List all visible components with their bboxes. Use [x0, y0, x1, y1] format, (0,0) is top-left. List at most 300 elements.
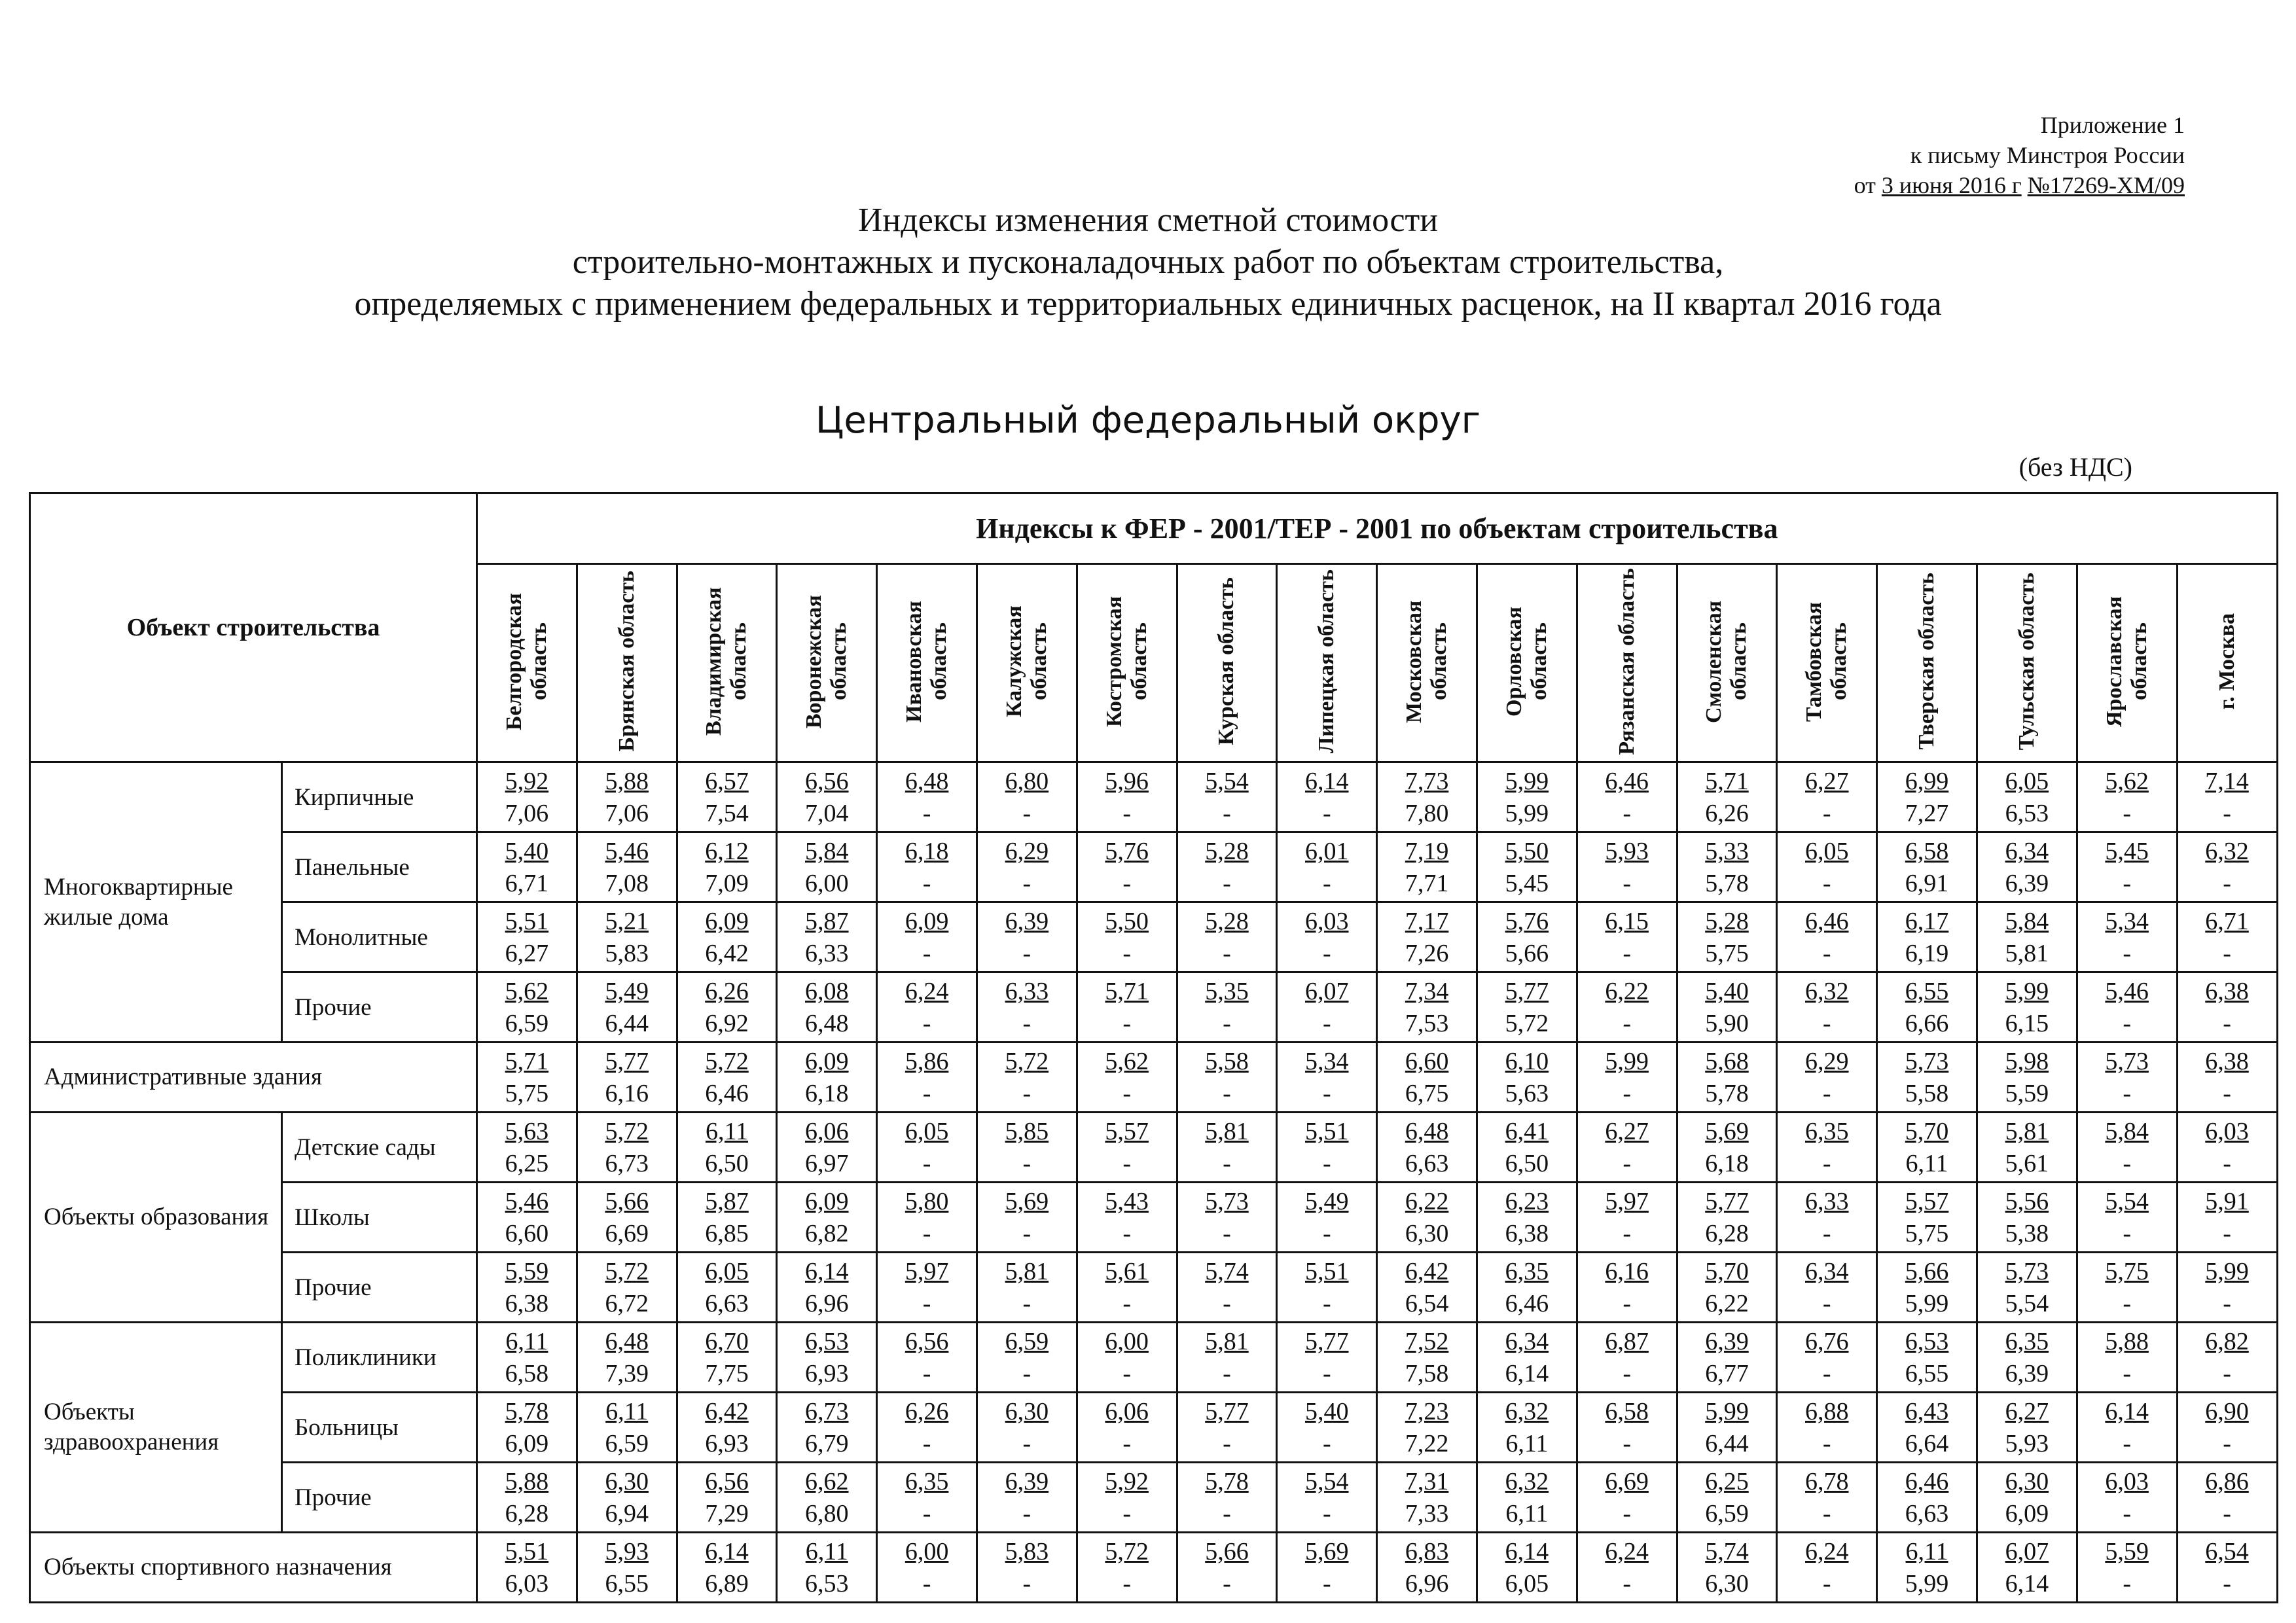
- index-cell: [1777, 1043, 1877, 1113]
- index-cell: [2077, 1183, 2177, 1253]
- index-cell: [1877, 902, 1977, 972]
- fer-index-value: 6,88: [1805, 1398, 1849, 1425]
- ter-index-value: -: [1022, 1430, 1031, 1457]
- ter-index-value: 6,63: [1405, 1150, 1449, 1177]
- object-subtype: Монолитные: [282, 902, 477, 972]
- object-subtype: Кирпичные: [282, 762, 477, 832]
- index-cell: [1477, 1393, 1577, 1463]
- region-header: [977, 564, 1077, 762]
- fer-index-value: 5,51: [1305, 1118, 1349, 1145]
- ter-index-value: -: [2223, 1080, 2231, 1107]
- ter-index-value: 5,72: [1505, 1010, 1549, 1037]
- fer-index-value: 6,60: [1405, 1048, 1449, 1075]
- ter-index-value: -: [2123, 1010, 2131, 1037]
- ter-index-value: -: [1322, 1150, 1331, 1177]
- ter-index-value: 6,44: [1705, 1430, 1749, 1457]
- ter-index-value: -: [1122, 870, 1131, 897]
- index-cell: [677, 902, 777, 972]
- ter-index-value: -: [1022, 870, 1031, 897]
- ter-index-value: -: [1223, 1430, 1231, 1457]
- ter-index-value: 6,14: [1505, 1360, 1549, 1387]
- index-cell: [877, 1113, 977, 1183]
- ter-index-value: -: [2223, 800, 2231, 827]
- fer-index-value: 5,77: [1705, 1188, 1749, 1215]
- ter-index-value: -: [1623, 1080, 1631, 1107]
- fer-index-value: 5,33: [1705, 838, 1749, 865]
- fer-index-value: 6,09: [805, 1048, 849, 1075]
- ter-index-value: 6,46: [705, 1080, 749, 1107]
- fer-index-value: 6,80: [1005, 768, 1049, 795]
- ter-index-value: -: [922, 1500, 931, 1527]
- index-cell: [1877, 1253, 1977, 1323]
- index-cell: [1477, 832, 1577, 902]
- index-cell: [1677, 1393, 1777, 1463]
- object-subtype: Панельные: [282, 832, 477, 902]
- region-name: Брянская область: [614, 571, 639, 752]
- fer-index-value: 6,11: [805, 1538, 848, 1565]
- fer-index-value: 5,84: [805, 838, 849, 865]
- ter-index-value: 6,93: [805, 1360, 849, 1387]
- ter-index-value: 6,73: [605, 1150, 649, 1177]
- ter-index-value: 6,54: [1405, 1290, 1449, 1317]
- index-cell: [1377, 972, 1477, 1043]
- ter-index-value: -: [2223, 1430, 2231, 1457]
- ter-index-value: 5,58: [1905, 1080, 1949, 1107]
- index-cell: [1277, 1533, 1377, 1603]
- index-cell: [877, 1393, 977, 1463]
- index-cell: [2077, 832, 2177, 902]
- index-cell: [1277, 1043, 1377, 1113]
- ter-index-value: 6,64: [1905, 1430, 1949, 1457]
- fer-index-value: 6,34: [1505, 1328, 1549, 1355]
- index-cell: [2177, 1323, 2277, 1393]
- ter-index-value: -: [1122, 1430, 1131, 1457]
- fer-index-value: 6,11: [705, 1118, 749, 1145]
- ter-index-value: -: [1322, 1220, 1331, 1247]
- index-cell: [1177, 832, 1277, 902]
- index-cell: [877, 1043, 977, 1113]
- index-cell: [1377, 902, 1477, 972]
- index-cell: [577, 1043, 677, 1113]
- index-cell: [477, 832, 577, 902]
- fer-index-value: 5,34: [1305, 1048, 1349, 1075]
- ter-index-value: -: [1322, 1430, 1331, 1457]
- index-cell: [2077, 1043, 2177, 1113]
- fer-index-value: 6,14: [1305, 768, 1349, 795]
- index-cell: [1377, 1183, 1477, 1253]
- fer-index-value: 6,46: [1905, 1468, 1949, 1495]
- region-header: [2077, 564, 2177, 762]
- fer-index-value: 5,77: [1505, 978, 1549, 1005]
- ter-index-value: -: [1322, 1290, 1331, 1317]
- fer-index-value: 5,49: [1305, 1188, 1349, 1215]
- ter-index-value: 5,81: [2005, 940, 2049, 967]
- ter-index-value: 7,04: [805, 800, 849, 827]
- fer-index-value: 5,99: [1505, 768, 1549, 795]
- index-cell: [877, 1253, 977, 1323]
- fer-index-value: 5,62: [2105, 768, 2149, 795]
- index-cell: [477, 1533, 577, 1603]
- object-group-name: Административные здания: [30, 1043, 477, 1113]
- index-cell: [1777, 1323, 1877, 1393]
- ter-index-value: -: [1122, 1500, 1131, 1527]
- index-cell: [777, 1463, 877, 1533]
- fer-index-value: 6,56: [905, 1328, 949, 1355]
- ter-index-value: 6,91: [1905, 870, 1949, 897]
- index-cell: [2177, 1463, 2277, 1533]
- ter-index-value: 6,50: [705, 1150, 749, 1177]
- fer-index-value: 6,46: [1805, 908, 1849, 935]
- ter-index-value: -: [922, 940, 931, 967]
- index-cell: [677, 1323, 777, 1393]
- index-cell: [1277, 832, 1377, 902]
- fer-index-value: 6,43: [1905, 1398, 1949, 1425]
- fer-index-value: 6,09: [905, 908, 949, 935]
- fer-index-value: 6,39: [1705, 1328, 1749, 1355]
- fer-index-value: 5,54: [1205, 768, 1249, 795]
- index-cell: [2077, 972, 2177, 1043]
- index-cell: [1777, 972, 1877, 1043]
- index-cell: [977, 1183, 1077, 1253]
- fer-index-value: 6,26: [905, 1398, 949, 1425]
- region-name: Калужская область: [1001, 605, 1051, 717]
- index-cell: [2077, 1463, 2177, 1533]
- ter-index-value: -: [1022, 1570, 1031, 1597]
- index-cell: [1977, 1463, 2077, 1533]
- index-cell: [1777, 1393, 1877, 1463]
- fer-index-value: 5,40: [1705, 978, 1749, 1005]
- index-cell: [877, 902, 977, 972]
- index-cell: [1577, 1393, 1677, 1463]
- fer-index-value: 7,73: [1405, 768, 1449, 795]
- ter-index-value: -: [1122, 1360, 1131, 1387]
- region-name: Рязанская область: [1614, 567, 1639, 755]
- index-cell: [1377, 832, 1477, 902]
- ter-index-value: 6,93: [705, 1430, 749, 1457]
- index-cell: [2177, 1043, 2277, 1113]
- ter-index-value: 7,58: [1405, 1360, 1449, 1387]
- fer-index-value: 6,03: [2205, 1118, 2249, 1145]
- ter-index-value: 6,63: [1905, 1500, 1949, 1527]
- ter-index-value: 5,61: [2005, 1150, 2049, 1177]
- index-cell: [2077, 1323, 2177, 1393]
- ter-index-value: -: [1822, 800, 1831, 827]
- index-cell: [1277, 1393, 1377, 1463]
- ter-index-value: 6,60: [505, 1220, 549, 1247]
- fer-index-value: 5,46: [605, 838, 649, 865]
- fer-index-value: 5,77: [1305, 1328, 1349, 1355]
- fer-index-value: 5,56: [2005, 1188, 2049, 1215]
- index-cell: [1177, 1043, 1277, 1113]
- fer-index-value: 6,69: [1605, 1468, 1649, 1495]
- ter-index-value: -: [1022, 1010, 1031, 1037]
- ter-index-value: -: [1122, 1150, 1131, 1177]
- ter-index-value: -: [1822, 1430, 1831, 1457]
- fer-index-value: 5,50: [1505, 838, 1549, 865]
- index-cell: [477, 1183, 577, 1253]
- index-cell: [477, 1113, 577, 1183]
- ter-index-value: 7,06: [605, 800, 649, 827]
- fer-index-value: 6,24: [1605, 1538, 1649, 1565]
- fer-index-value: 6,03: [2105, 1468, 2149, 1495]
- fer-index-value: 5,97: [1605, 1188, 1649, 1215]
- index-cell: [1977, 1183, 2077, 1253]
- index-cell: [1777, 762, 1877, 832]
- index-cell: [777, 1393, 877, 1463]
- fer-index-value: 5,92: [505, 768, 549, 795]
- index-cell: [677, 1393, 777, 1463]
- ter-index-value: -: [2123, 1570, 2131, 1597]
- ter-index-value: -: [922, 1430, 931, 1457]
- region-name: Ивановская область: [902, 600, 952, 722]
- region-header: [1477, 564, 1577, 762]
- fer-index-value: 5,62: [505, 978, 549, 1005]
- fer-index-value: 6,30: [2005, 1468, 2049, 1495]
- index-cell: [1877, 1533, 1977, 1603]
- index-cell: [1977, 1253, 2077, 1323]
- table-row: [30, 762, 2278, 832]
- fer-index-value: 5,66: [605, 1188, 649, 1215]
- fer-index-value: 6,27: [2005, 1398, 2049, 1425]
- fer-index-value: 5,88: [2105, 1328, 2149, 1355]
- appendix-line2: к письму Минстроя России: [1910, 142, 2185, 168]
- fer-index-value: 6,57: [705, 768, 749, 795]
- index-cell: [1577, 902, 1677, 972]
- region-name: Тульская область: [2014, 572, 2039, 751]
- index-cell: [1877, 1183, 1977, 1253]
- ter-index-value: -: [1022, 1360, 1031, 1387]
- fer-index-value: 6,00: [905, 1538, 949, 1565]
- index-cell: [1577, 832, 1677, 902]
- index-cell: [1977, 1323, 2077, 1393]
- index-cell: [977, 1253, 1077, 1323]
- ter-index-value: -: [1822, 1150, 1831, 1177]
- fer-index-value: 5,87: [805, 908, 849, 935]
- fer-index-value: 6,33: [1805, 1188, 1849, 1215]
- fer-index-value: 5,73: [2105, 1048, 2149, 1075]
- ter-index-value: -: [1022, 1080, 1031, 1107]
- fer-index-value: 5,72: [605, 1258, 649, 1285]
- fer-index-value: 5,35: [1205, 978, 1249, 1005]
- fer-index-value: 6,56: [805, 768, 849, 795]
- ter-index-value: 5,93: [2005, 1430, 2049, 1457]
- fer-index-value: 5,43: [1105, 1188, 1149, 1215]
- fer-index-value: 6,26: [705, 978, 749, 1005]
- fer-index-value: 5,28: [1205, 838, 1249, 865]
- fer-index-value: 5,61: [1105, 1258, 1149, 1285]
- ter-index-value: -: [1623, 870, 1631, 897]
- index-cell: [677, 1253, 777, 1323]
- object-subtype: Прочие: [282, 1463, 477, 1533]
- ter-index-value: -: [1223, 1080, 1231, 1107]
- fer-index-value: 6,14: [2105, 1398, 2149, 1425]
- fer-index-value: 5,58: [1205, 1048, 1249, 1075]
- table-row: [30, 1323, 2278, 1393]
- fer-index-value: 6,30: [605, 1468, 649, 1495]
- index-cell: [1677, 972, 1777, 1043]
- ter-index-value: 6,33: [805, 940, 849, 967]
- fer-index-value: 5,57: [1105, 1118, 1149, 1145]
- ter-index-value: 7,71: [1405, 870, 1449, 897]
- vat-note: (без НДС): [2018, 452, 2132, 482]
- ter-index-value: 6,22: [1705, 1290, 1749, 1317]
- ter-index-value: -: [2223, 1290, 2231, 1317]
- index-cell: [977, 972, 1077, 1043]
- index-cell: [677, 1533, 777, 1603]
- title-line: определяемых с применением федеральных и территориальных единичных расценок, на II квартал 2016 года: [354, 285, 1942, 323]
- ter-index-value: -: [1122, 940, 1131, 967]
- ter-index-value: 7,33: [1405, 1500, 1449, 1527]
- district-heading: Центральный федеральный округ: [815, 399, 1481, 442]
- index-cell: [677, 972, 777, 1043]
- fer-index-value: 6,10: [1505, 1048, 1549, 1075]
- fer-index-value: 5,72: [1105, 1538, 1149, 1565]
- fer-index-value: 6,27: [1805, 768, 1849, 795]
- index-cell: [1377, 1463, 1477, 1533]
- index-cell: [2177, 1393, 2277, 1463]
- ter-index-value: 7,27: [1905, 800, 1949, 827]
- ter-index-value: 6,92: [705, 1010, 749, 1037]
- fer-index-value: 5,97: [905, 1258, 949, 1285]
- ter-index-value: 6,59: [505, 1010, 549, 1037]
- index-cell: [1777, 1253, 1877, 1323]
- ter-index-value: 6,16: [605, 1080, 649, 1107]
- ter-index-value: -: [2223, 940, 2231, 967]
- fer-index-value: 5,72: [705, 1048, 749, 1075]
- index-cell: [1977, 1393, 2077, 1463]
- ter-index-value: -: [1022, 1150, 1031, 1177]
- fer-index-value: 5,84: [2005, 908, 2049, 935]
- appendix-block: [1687, 110, 2185, 200]
- ter-index-value: -: [1322, 1570, 1331, 1597]
- ter-index-value: -: [1822, 1080, 1831, 1107]
- index-cell: [2177, 1253, 2277, 1323]
- fer-index-value: 6,53: [1905, 1328, 1949, 1355]
- ter-index-value: 6,82: [805, 1220, 849, 1247]
- index-cell: [777, 902, 877, 972]
- index-cell: [1377, 1043, 1477, 1113]
- index-cell: [1277, 1113, 1377, 1183]
- index-cell: [577, 1183, 677, 1253]
- fer-index-value: 6,82: [2205, 1328, 2249, 1355]
- ter-index-value: 6,77: [1705, 1360, 1749, 1387]
- fer-index-value: 6,32: [1505, 1398, 1549, 1425]
- ter-index-value: 6,97: [805, 1150, 849, 1177]
- index-cell: [777, 1183, 877, 1253]
- fer-index-value: 6,62: [805, 1468, 849, 1495]
- fer-index-value: 6,06: [805, 1118, 849, 1145]
- fer-index-value: 6,29: [1805, 1048, 1849, 1075]
- index-cell: [1377, 1323, 1477, 1393]
- region-header: [1177, 564, 1277, 762]
- fer-index-value: 6,33: [1005, 978, 1049, 1005]
- appendix-ref: [1687, 170, 2185, 200]
- ter-index-value: 6,80: [805, 1500, 849, 1527]
- ter-index-value: 6,28: [505, 1500, 549, 1527]
- ter-index-value: -: [1122, 1570, 1131, 1597]
- fer-index-value: 5,28: [1205, 908, 1249, 935]
- ter-index-value: -: [1822, 1570, 1831, 1597]
- table-row: [30, 1253, 2278, 1323]
- ter-index-value: -: [1322, 1360, 1331, 1387]
- index-cell: [577, 1393, 677, 1463]
- index-cell: [577, 1253, 677, 1323]
- fer-index-value: 5,49: [605, 978, 649, 1005]
- index-cell: [1977, 902, 2077, 972]
- ter-index-value: 7,75: [705, 1360, 749, 1387]
- fer-index-value: 6,03: [1305, 908, 1349, 935]
- fer-index-value: 6,16: [1605, 1258, 1649, 1285]
- index-cell: [2077, 1533, 2177, 1603]
- ter-index-value: -: [2123, 1430, 2131, 1457]
- ter-index-value: -: [2123, 1360, 2131, 1387]
- fer-index-value: 5,81: [1205, 1118, 1249, 1145]
- index-cell: [1077, 1533, 1177, 1603]
- index-cell: [877, 972, 977, 1043]
- fer-index-value: 5,62: [1105, 1048, 1149, 1075]
- ter-index-value: 7,39: [605, 1360, 649, 1387]
- ter-index-value: -: [1223, 1570, 1231, 1597]
- index-cell: [777, 1113, 877, 1183]
- ter-index-value: -: [1122, 1010, 1131, 1037]
- index-cell: [1977, 762, 2077, 832]
- index-cell: [1077, 972, 1177, 1043]
- fer-index-value: 6,17: [1905, 908, 1949, 935]
- fer-index-value: 6,41: [1505, 1118, 1549, 1145]
- fer-index-value: 5,98: [2005, 1048, 2049, 1075]
- ter-index-value: 6,46: [1505, 1290, 1549, 1317]
- fer-index-value: 6,83: [1405, 1538, 1449, 1565]
- index-cell: [1177, 1393, 1277, 1463]
- region-name: Орловская область: [1501, 606, 1551, 717]
- index-cell: [677, 762, 777, 832]
- fer-index-value: 6,56: [705, 1468, 749, 1495]
- ter-index-value: 7,80: [1405, 800, 1449, 827]
- index-cell: [1577, 1113, 1677, 1183]
- fer-index-value: 5,75: [2105, 1258, 2149, 1285]
- region-header: [2177, 564, 2277, 762]
- ter-index-value: 6,89: [705, 1570, 749, 1597]
- ter-index-value: -: [1022, 800, 1031, 827]
- fer-index-value: 6,48: [905, 768, 949, 795]
- ter-index-value: -: [1022, 940, 1031, 967]
- fer-index-value: 6,48: [1405, 1118, 1449, 1145]
- index-cell: [1677, 762, 1777, 832]
- index-cell: [877, 1533, 977, 1603]
- index-cell: [677, 1183, 777, 1253]
- region-header: [777, 564, 877, 762]
- ter-index-value: 6,53: [805, 1570, 849, 1597]
- ter-index-value: -: [1623, 1010, 1631, 1037]
- index-cell: [1077, 902, 1177, 972]
- fer-index-value: 5,21: [605, 908, 649, 935]
- fer-index-value: 6,06: [1105, 1398, 1149, 1425]
- ter-index-value: -: [1623, 1220, 1631, 1247]
- fer-index-value: 5,51: [1305, 1258, 1349, 1285]
- index-cell: [877, 1463, 977, 1533]
- fer-index-value: 5,71: [1705, 768, 1749, 795]
- index-cell: [1777, 832, 1877, 902]
- ter-index-value: 6,39: [2005, 870, 2049, 897]
- ter-index-value: 6,11: [1905, 1150, 1948, 1177]
- index-cell: [1377, 1533, 1477, 1603]
- ter-index-value: 6,11: [1505, 1500, 1549, 1527]
- index-cell: [977, 1113, 1077, 1183]
- fer-index-value: 6,09: [705, 908, 749, 935]
- object-subtype: Прочие: [282, 972, 477, 1043]
- region-header: [1277, 564, 1377, 762]
- fer-index-value: 6,70: [705, 1328, 749, 1355]
